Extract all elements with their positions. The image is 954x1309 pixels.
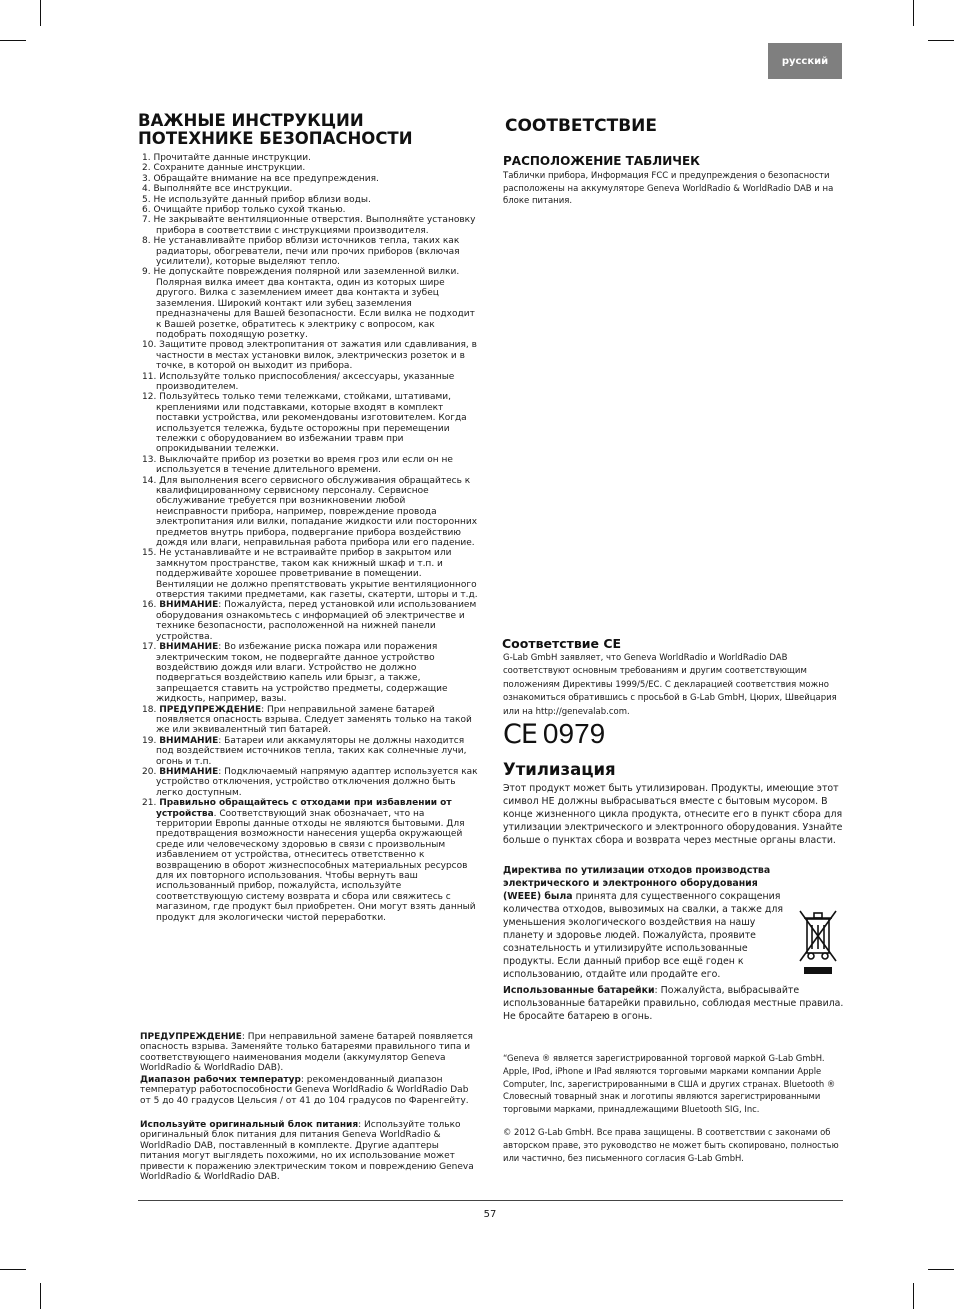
safety-item-label: ПРЕДУПРЕЖДЕНИЕ bbox=[159, 704, 262, 715]
safety-heading-line1: ВАЖНЫЕ ИНСТРУКЦИИ bbox=[138, 111, 364, 130]
safety-item-label: ВНИМАНИЕ bbox=[159, 600, 219, 611]
used-batteries bbox=[503, 984, 848, 1023]
safety-item-label: ВНИМАНИЕ bbox=[159, 735, 219, 746]
copyright-notice: © 2012 G-Lab GmbH. Все права защищены. В соответствии с законами об авторском праве, это руководство не может быть скопировано, полностью или частично, без письменного согласия G-Lab GmbH. bbox=[503, 1127, 839, 1163]
crop-mark bbox=[913, 0, 914, 26]
safety-item bbox=[138, 340, 478, 371]
safety-item-text: 7. Не закрывайте вентиляционные отверстия. Выполняйте установку прибора в соответствии с инструкциями производителя. bbox=[142, 215, 476, 236]
safety-item-text: 12. Пользуйтесь только теми тележками, стойками, штативами, креплениями или подставками, которые входят в комплект поставки устройства, или рекомендованы изготовителем. Когда используется тележка, будьте осторожны при перемещении тележки с оборудованием во избежании травм при опрокидывании тележки. bbox=[142, 392, 467, 455]
crop-mark bbox=[0, 40, 26, 41]
crop-mark bbox=[928, 40, 954, 41]
ce-number: 0979 bbox=[542, 718, 606, 749]
crop-mark bbox=[0, 1269, 26, 1270]
safety-item bbox=[138, 267, 478, 340]
power-supply-note bbox=[140, 1120, 476, 1182]
weee-paragraph bbox=[503, 864, 788, 981]
used-batteries-title: Использованные батарейки bbox=[503, 985, 655, 996]
ce-logo: CE bbox=[503, 718, 537, 750]
disposal-text: Этот продукт может быть утилизирован. Продукты, имеющие этот символ НЕ должны выбрасываться вместе с бытовым мусором. В конце жизненного цикла продукта, отнесите его в пункт сбора для утилизации электрического и электронного оборудования. Узнайте больше о пунктах сбора и возврата через местные органы власти. bbox=[503, 783, 843, 846]
weee-text: принята для существенного сокращения количества отходов, вывозимых на свалки, а также для уменьшения экологического воздействия на нашу планету и здоровье людей. Пожалуйста, проявите сознательность и утилизируйте использованные продукты. Если данный прибор все ещё годен к использованию, отдайте или продайте его. bbox=[503, 891, 783, 980]
plates-heading: РАСПОЛОЖЕНИЕ ТАБЛИЧЕК bbox=[503, 154, 700, 168]
safety-item-number: 19. bbox=[142, 735, 160, 746]
safety-item bbox=[138, 798, 478, 923]
safety-item-label: Правильно обращайтесь с отходами при избавлении от устройства bbox=[156, 798, 452, 819]
safety-item-number: 21. bbox=[142, 798, 160, 809]
safety-item-text: 3. Обращайте внимание на все предупреждения. bbox=[142, 173, 379, 184]
safety-item-text: 6. Очищайте прибор только сухой тканью. bbox=[142, 205, 346, 216]
safety-item bbox=[138, 736, 478, 767]
safety-item bbox=[138, 600, 478, 642]
safety-item bbox=[138, 163, 478, 173]
safety-item bbox=[138, 236, 478, 267]
safety-item-text: 4. Выполняйте все инструкции. bbox=[142, 184, 293, 195]
crop-mark bbox=[928, 1269, 954, 1270]
safety-item-text: 13. Выключайте прибор из розетки во время гроз или если он не используется в течение длительного времени. bbox=[142, 454, 453, 476]
safety-item-text: : Батареи или аккамуляторы не должны находится под воздействием источников тепла, таких как солнечные лучи, огонь и т.п. bbox=[156, 735, 467, 767]
compliance-heading: СООТВЕТСТВИЕ bbox=[505, 116, 658, 136]
safety-item-number: 18. bbox=[142, 704, 160, 715]
safety-item-number: 20. bbox=[142, 766, 160, 777]
safety-heading bbox=[138, 112, 413, 148]
crop-mark bbox=[40, 0, 41, 26]
safety-item-text: 8. Не устанавливайте прибор вблизи источников тепла, таких как радиаторы, обогреватели, печи или прочих приборов (включая усилители), которые выделяют тепло. bbox=[142, 236, 460, 268]
safety-item-number: 17. bbox=[142, 642, 160, 653]
crop-mark bbox=[913, 1283, 914, 1309]
safety-item-text: : Подключаемый напрямую адаптер используется как устройство отключения, устройство отключения должно быть легко доступным. bbox=[156, 766, 478, 798]
page-number: 57 bbox=[483, 1209, 497, 1220]
ce-text: G-Lab GmbH заявляет, что Geneva WorldRadio и WorldRadio DAB соответствуют основным требованиям и другим соответствующим положениям Директивы 1999/5/EC. С декларацией соответствия можно ознакомиться обратившись с просьбой в G-Lab GmbH, Цюрих, Швейцария или на http://genevalab.com. bbox=[503, 653, 837, 717]
power-supply-title: Используйте оригинальный блок питания bbox=[140, 1120, 359, 1130]
battery-warning bbox=[140, 1032, 476, 1074]
safety-item bbox=[138, 392, 478, 454]
safety-item bbox=[138, 372, 478, 393]
language-tab: русский bbox=[768, 43, 842, 79]
temperature-range bbox=[140, 1075, 476, 1106]
safety-item-text: : Во избежание риска пожара или поражения электрическим током, не подвергайте данное устройство воздействию дождя или влаги. Устройство не должно подвергаться воздействию капель или брызг, а также, запрещается ставить на устройство предметы, содержащие жидкость, например, вазы. bbox=[156, 642, 448, 705]
safety-item-text: 14. Для выполнения всего сервисного обслуживания обращайтесь к квалифицированному сервисному персоналу. Сервисное обслуживание требуется при возникновении любой неисправности прибора, например, повреждение провода электропитания или вилки, попадание жидкости или посторонних предметов внутрь прибора, подвергание прибора воздействию дождя или влаги, неправильная работа прибора или его падение. bbox=[142, 475, 478, 549]
trademark-notice: “Geneva ® является зарегистрированной торговой маркой G-Lab GmbH. Apple, IPod, iPhone и IPad являются торговыми марками компании Apple Computer, Inc, зарегистрированными в США и других странах. Bluetooth ® Словесный товарный знак и логотипы являются зарегистрированными торговыми марками, принадлежащими Bluetooth SIG, Inc. bbox=[503, 1053, 836, 1115]
safety-item-text: . Соответствующий знак обозначает, что на территории Европы данные отходы не являются бытовыми. Для предотвращения возможности нанесения ущерба окружающей среде или человеческому здоровью в связи с произвольным избавлением от устройства, отнеситесь ответственно к возвращению в оборот жизнеспособных материальных ресурсов для их повторного использования. Чтобы вернуть ваш использованный прибор, пожалуйста, используйте соответствующую систему возврата и сбора или свяжитесь с магазином, где продукт был приобретен. Они могут взять данный продукт для экологически чистой переработки. bbox=[156, 808, 476, 923]
safety-item-text: 2. Сохраните данные инструкции. bbox=[142, 163, 306, 174]
safety-heading-line2: ПОТЕХНИКЕ БЕЗОПАСНОСТИ bbox=[138, 129, 413, 148]
safety-item-text: : При неправильной замене батарей появляется опасность взрыва. Следует заменять только на такой же или эквивалентный тип батарей. bbox=[156, 704, 472, 736]
crop-mark bbox=[40, 1283, 41, 1309]
safety-item bbox=[138, 205, 478, 215]
safety-item bbox=[138, 184, 478, 194]
footer-rule bbox=[138, 1200, 843, 1201]
battery-warning-title: ПРЕДУПРЕЖДЕНИЕ bbox=[140, 1032, 242, 1042]
safety-item-text: 9. Не допускайте повреждения полярной или заземленной вилки. Полярная вилка имеет два контакта, один из которых шире другого. Вилка с заземлением имеет два контакта и зубец заземления. Широкий контакт или зубец заземления предназначены для Вашей безопасности. Если вилка не подходит к Вашей розетке, обратитесь к электрику с вопросом, как подобрать походящую розетку. bbox=[142, 267, 475, 340]
safety-item-text: 1. Прочитайте данные инструкции. bbox=[142, 153, 311, 163]
safety-item bbox=[138, 153, 478, 163]
safety-item bbox=[138, 548, 478, 600]
battery-warning-text: : При неправильной замене батарей появляется опасность взрыва. Заменяйте только батареями правильного типа и соответствующего наименования модели (аккумулятор Geneva WorldRadio & WorldRadio DAB). bbox=[140, 1032, 473, 1074]
safety-item bbox=[138, 195, 478, 205]
weee-title: Директива по утилизации отходов производства электрического и электронного оборудования (WEEE) была bbox=[503, 865, 771, 902]
safety-item bbox=[138, 215, 478, 236]
safety-item-label: ВНИМАНИЕ bbox=[159, 642, 219, 653]
safety-item-text: 5. Не используйте данный прибор вблизи воды. bbox=[142, 194, 371, 205]
safety-item bbox=[138, 476, 478, 549]
power-supply-text: : Используйте только оригинальный блок питания для питания Geneva WorldRadio & WorldRadio DAB, поставленный в комплекте. Другие адаптеры питания могут выглядеть похожими, но их использование может привести к поражению электрическим током и повреждению Geneva WorldRadio & WorldRadio DAB. bbox=[140, 1120, 474, 1183]
safety-item-text: 10. Защитите провод электропитания от зажатия или сдавливания, в частности в местах установки вилок, электрическиз розеток и в точке, в которой он выходит из прибора. bbox=[142, 340, 477, 372]
safety-item-text: 11. Используйте только приспособления/ аксессуары, указанные производителем. bbox=[142, 371, 455, 392]
safety-item-label: ВНИМАНИЕ bbox=[159, 766, 219, 777]
temperature-range-text: : рекомендованный диапазон температур работоспособности Geneva WorldRadio & WorldRadio Dab от 5 до 40 градусов Цельсия / от 41 до 104 градусов по Фаренгейту. bbox=[140, 1075, 469, 1106]
safety-item bbox=[138, 455, 478, 476]
disposal-heading: Утилизация bbox=[503, 760, 616, 779]
temperature-range-title: Диапазон рабочих температур bbox=[140, 1075, 301, 1085]
safety-item bbox=[138, 642, 478, 704]
used-batteries-text: : Пожалуйста, выбрасывайте использованные батарейки правильно, соблюдая местные правила. Не бросайте батарею в огонь. bbox=[503, 985, 844, 1022]
safety-item-text: 15. Не устанавливайте и не встраивайте прибор в закрытом или замкнутом пространстве, таком как книжный шкаф и т.п. и поддерживайте хорошее проветривание в помещении. Вентиляции не должно препятствовать укрытие вентиляционного отверстия такими предметами, как газеты, скатерти, шторы и т.д. bbox=[142, 548, 478, 601]
ce-mark bbox=[503, 717, 623, 751]
safety-item bbox=[138, 767, 478, 798]
ce-heading: Соответствие CE bbox=[502, 636, 622, 651]
safety-instructions-list bbox=[138, 153, 478, 923]
safety-item bbox=[138, 174, 478, 184]
safety-item bbox=[138, 705, 478, 736]
safety-item-text: : Пожалуйста, перед установкой или использованием оборудования ознакомьтесь с информацией об электричестве и технике безопасности, расположенной на нижней панели устройства. bbox=[156, 600, 477, 642]
weee-crossed-bin-icon bbox=[795, 905, 841, 977]
plates-text: Таблички прибора, Информация FCC и предупреждения о безопасности расположены на аккумуляторе Geneva WorldRadio & WorldRadio DAB и на блоке питания. bbox=[503, 171, 834, 206]
safety-item-number: 16. bbox=[142, 600, 160, 611]
